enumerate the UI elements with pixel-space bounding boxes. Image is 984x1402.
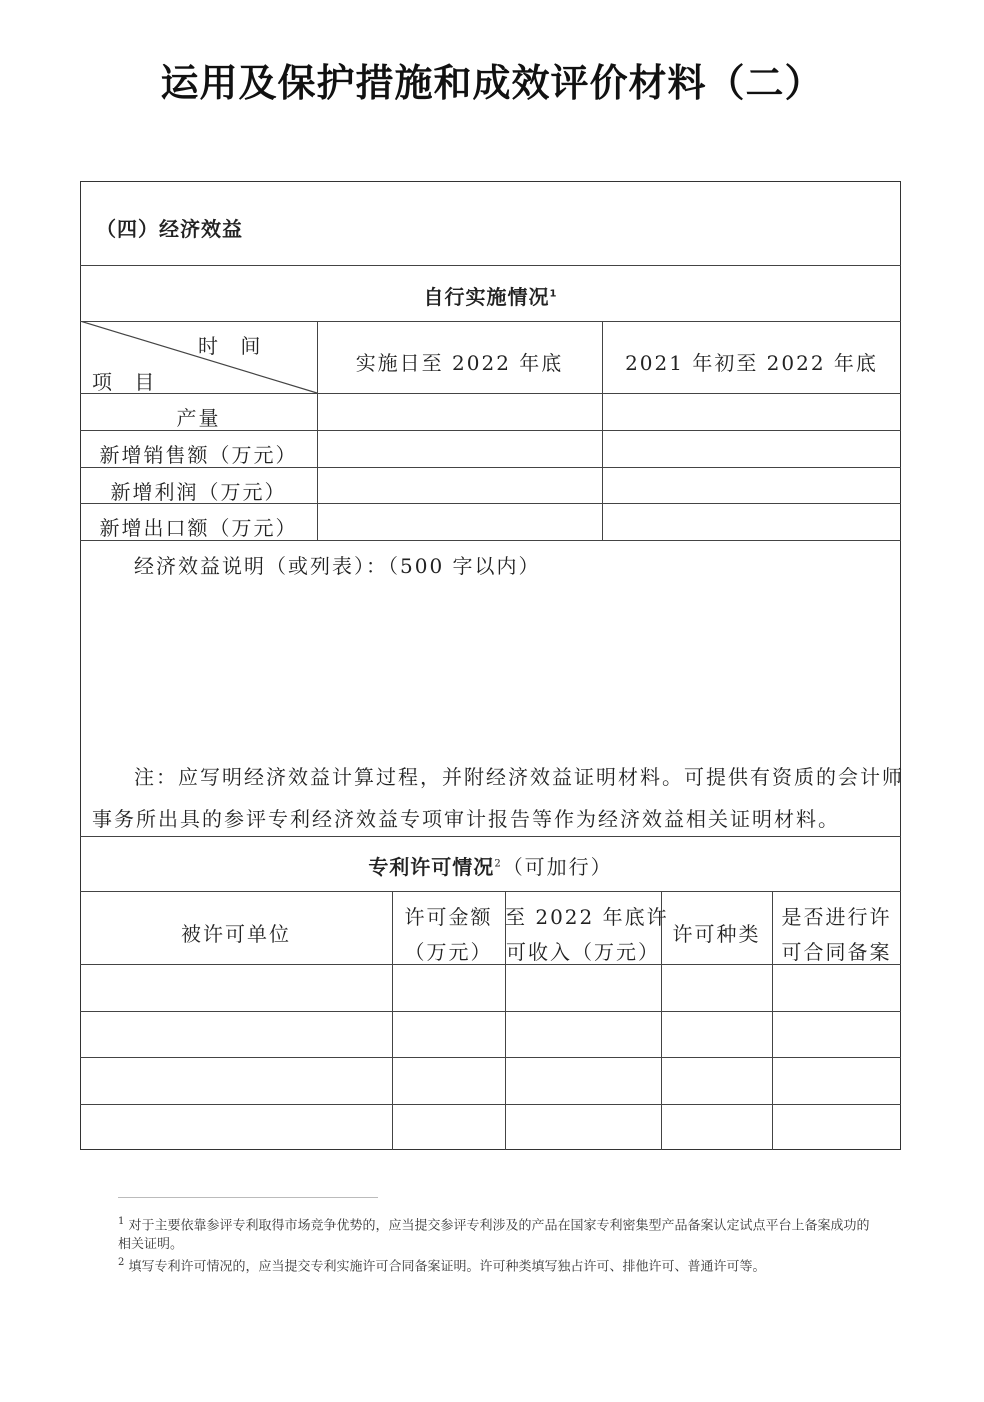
row-label-new-sales: 新增销售额（万元） (99, 443, 298, 467)
row-label-output: 产量 (176, 406, 221, 430)
section-heading: （四）经济效益 (96, 217, 243, 241)
divider (80, 1057, 901, 1058)
self-implementation-heading: 自行实施情况$^1$ (423, 285, 558, 309)
column-header-contract-filing: 是否进行许 (781, 905, 892, 929)
patent-license-heading: 专利许可情况$^2$（可加行） (368, 855, 613, 879)
column-header-contract-filing-2: 可合同备案 (781, 940, 892, 964)
footnote-2: $^2$ 填写专利许可情况的，应当提交专利实施许可合同备案证明。许可种类填写独占许可、排他许可、普通许可等。 (118, 1257, 766, 1275)
note-line-2: 事务所出具的参评专利经济效益专项审计报告等作为经济效益相关证明材料。 (92, 807, 840, 831)
footnote-separator (118, 1197, 378, 1198)
divider (80, 1104, 901, 1105)
column-header-license-amount: 许可金额 (404, 905, 493, 929)
divider (80, 891, 901, 892)
column-header-licensee: 被许可单位 (181, 922, 291, 946)
header-item-label: 项 目 (92, 370, 163, 394)
header-time-label: 时 间 (198, 334, 269, 358)
row-label-new-profit: 新增利润（万元） (110, 480, 287, 504)
column-header-license-type: 许可种类 (672, 922, 761, 946)
column-header-license-income: 至 2022 年底许 (505, 905, 669, 929)
column-header-2021-2022: 2021 年初至 2022 年底 (625, 351, 878, 375)
divider (80, 265, 901, 266)
note-line-1: 注：应写明经济效益计算过程，并附经济效益证明材料。可提供有资质的会计师 (134, 765, 904, 789)
column-header-license-amount-unit: （万元） (404, 940, 493, 964)
row-label-new-export: 新增出口额（万元） (99, 516, 298, 540)
page-title: 运用及保护措施和成效评价材料（二） (160, 61, 824, 105)
column-header-license-income-unit: 可收入（万元） (506, 940, 660, 964)
footnote-1: $^1$ 对于主要依靠参评专利取得市场竞争优势的，应当提交参评专利涉及的产品在国家专利密集型产品备案认定试点平台上备案成功的相关证明。 (118, 1216, 870, 1253)
column-header-since-implementation: 实施日至 2022 年底 (355, 351, 564, 375)
divider (80, 1011, 901, 1012)
divider (80, 836, 901, 837)
economic-benefit-explanation-label: 经济效益说明（或列表）：（500 字以内） (134, 554, 541, 578)
